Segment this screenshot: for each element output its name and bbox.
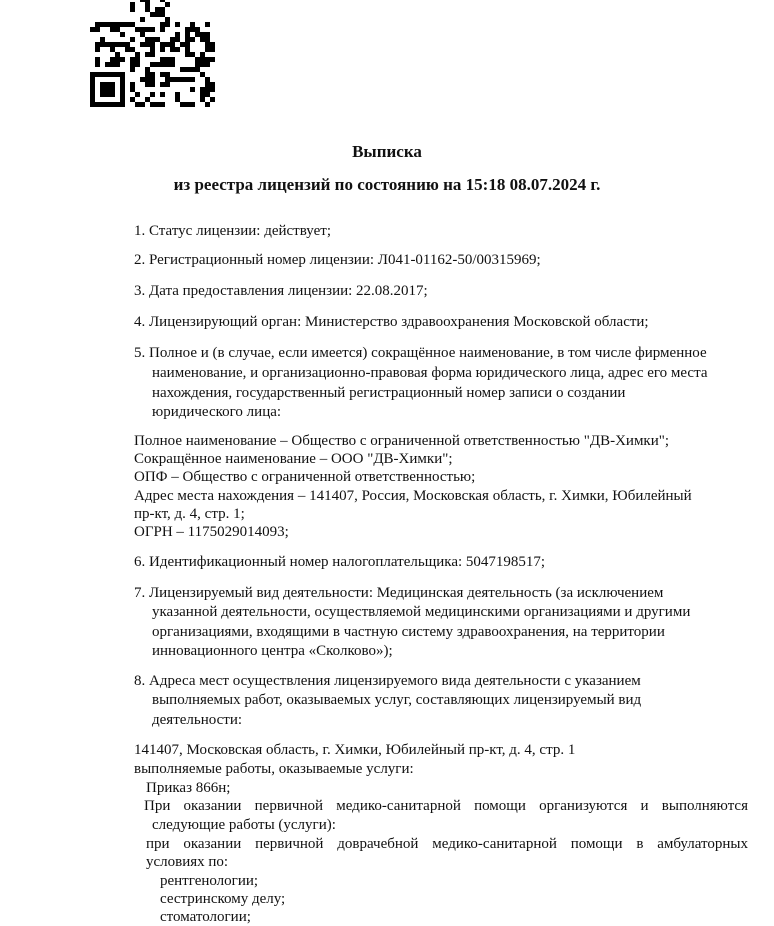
qr-code-graphic xyxy=(90,0,215,107)
service-dentistry: стоматологии; xyxy=(160,909,251,925)
service-radiology: рентгенологии; xyxy=(160,873,259,889)
item5-line-4: юридического лица: xyxy=(152,404,282,420)
primary-care-line-1: При оказании первичной медико-санитарной помощи организуются и выполняются xyxy=(144,798,748,814)
item8-line-1: 8. Адреса мест осуществления лицензируемого вида деятельности с указанием xyxy=(134,673,641,689)
org-legal-form: ОПФ – Общество с ограниченной ответственностью; xyxy=(134,469,476,485)
document-title: Выписка xyxy=(352,142,422,161)
works-heading: выполняемые работы, оказываемые услуги: xyxy=(134,761,414,777)
item7-line-3: организациями, входящими в частную систему здравоохранения, на территории xyxy=(152,624,665,640)
qr-code xyxy=(90,0,215,107)
item8-line-2: выполняемых работ, оказываемых услуг, составляющих лицензируемый вид xyxy=(152,692,642,708)
license-date: 3. Дата предоставления лицензии: 22.08.2017; xyxy=(134,283,428,299)
document-subtitle: из реестра лицензий по состоянию на 15:18 08.07.2024 г. xyxy=(173,175,601,194)
taxpayer-id: 6. Идентификационный номер налогоплательщика: 5047198517; xyxy=(134,554,546,570)
service-nursing: сестринскому делу; xyxy=(160,891,286,907)
item7-line-2: указанной деятельности, осуществляемой медицинскими организациями и другими xyxy=(152,604,691,620)
org-ogrn: ОГРН – 1175029014093; xyxy=(134,524,289,540)
item7-line-4: инновационного центра «Сколково»); xyxy=(152,643,393,659)
primary-care-line-2: следующие работы (услуги): xyxy=(152,817,336,833)
item5-line-3: нахождения, государственный регистрационный номер записи о создании xyxy=(152,385,626,401)
prehospital-line-1: при оказании первичной доврачебной медико-санитарной помощи в амбулаторных xyxy=(146,836,748,852)
org-address-line-2: пр-кт, д. 4, стр. 1; xyxy=(134,506,245,522)
licensing-authority: 4. Лицензирующий орган: Министерство здравоохранения Московской области; xyxy=(134,314,649,330)
order-reference: Приказ 866н; xyxy=(146,780,231,796)
org-short-name: Сокращённое наименование – ООО "ДВ-Химки"; xyxy=(134,451,453,467)
org-full-name: Полное наименование – Общество с ограниченной ответственностью "ДВ-Химки"; xyxy=(134,433,670,449)
item8-line-3: деятельности: xyxy=(152,712,243,728)
prehospital-line-2: условиях по: xyxy=(146,854,229,870)
item7-line-1: 7. Лицензируемый вид деятельности: Медицинская деятельность (за исключением xyxy=(134,585,664,601)
item5-line-1: 5. Полное и (в случае, если имеется) сокращённое наименование, в том числе фирменное xyxy=(134,345,707,361)
license-status: 1. Статус лицензии: действует; xyxy=(134,223,331,239)
org-address-line-1: Адрес места нахождения – 141407, Россия, Московская область, г. Химки, Юбилейный xyxy=(134,488,692,504)
license-number: 2. Регистрационный номер лицензии: Л041-01162-50/00315969; xyxy=(134,252,541,268)
activity-address: 141407, Московская область, г. Химки, Юбилейный пр-кт, д. 4, стр. 1 xyxy=(134,742,576,758)
item5-line-2: наименование, и организационно-правовая форма юридического лица, адрес его места xyxy=(152,365,708,381)
